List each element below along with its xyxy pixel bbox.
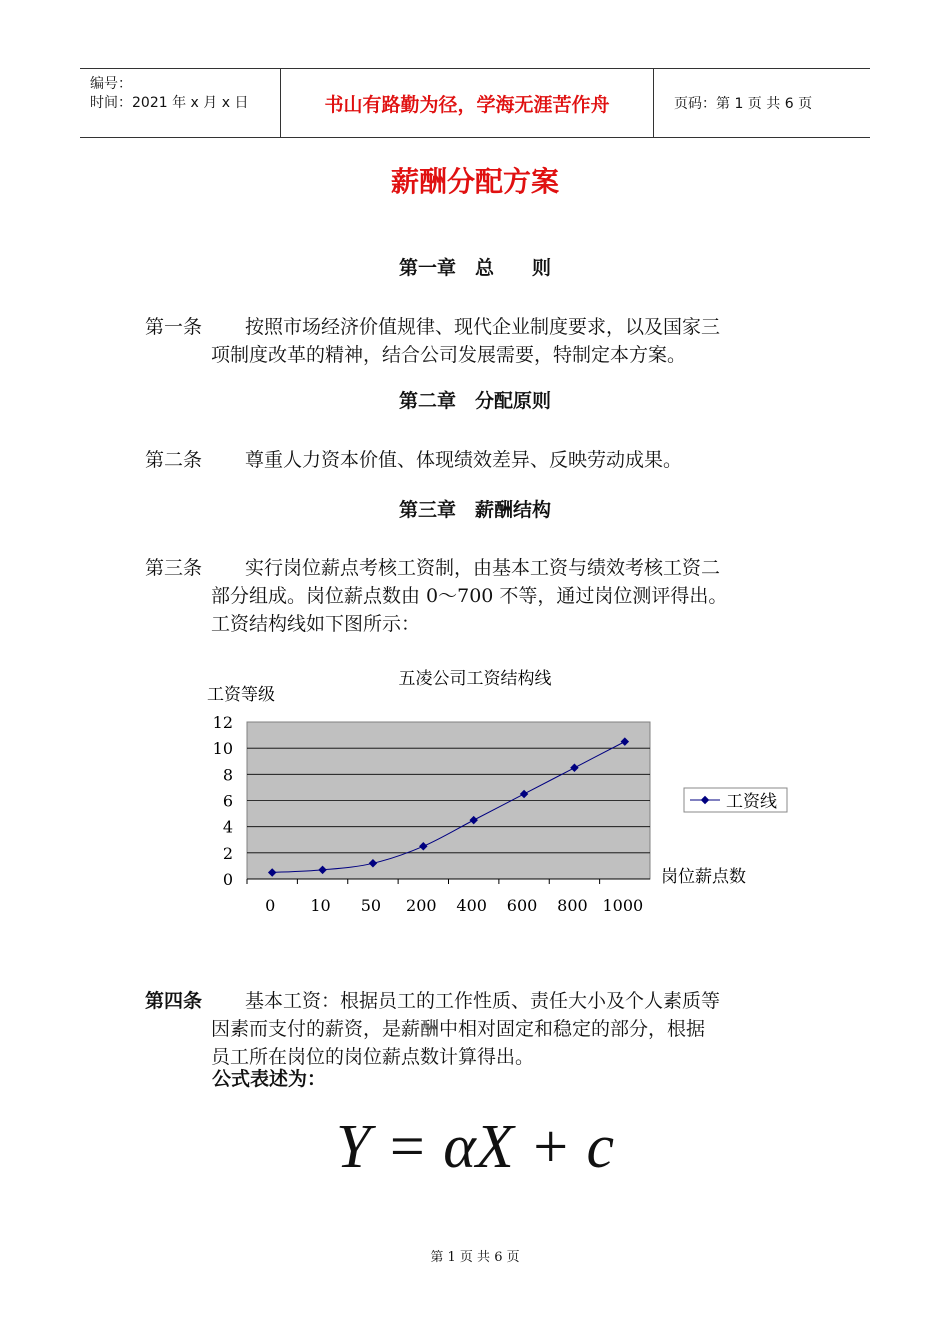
chart-x-axis-label: 岗位薪点数 xyxy=(661,867,746,887)
doc-date-label: 时间：2021 年 x 月 x 日 xyxy=(90,95,249,111)
header-page-info xyxy=(664,69,870,137)
x-tick-label: 10 xyxy=(310,896,331,915)
y-tick-label: 12 xyxy=(212,713,233,732)
article-number: 第二条 xyxy=(145,449,203,471)
y-tick-label: 10 xyxy=(212,739,233,759)
chapter-heading: 第一章 总 则 xyxy=(398,257,551,279)
article-line: 工资结构线如下图所示： xyxy=(211,613,421,635)
x-tick-label: 1000 xyxy=(602,896,644,915)
header-meta-cell xyxy=(80,69,281,137)
article-number: 第三条 xyxy=(145,557,203,579)
header-table xyxy=(80,68,870,138)
chart-title: 五凌公司工资结构线 xyxy=(398,669,552,689)
y-tick-label: 6 xyxy=(222,791,233,811)
y-tick-label: 2 xyxy=(222,843,233,863)
article-number: 第四条 xyxy=(145,990,203,1012)
chapter-heading: 第二章 分配原则 xyxy=(398,390,551,412)
y-tick-label: 8 xyxy=(222,765,233,785)
x-tick-label: 50 xyxy=(360,896,382,915)
legend-series-label: 工资线 xyxy=(726,792,777,812)
chart-legend xyxy=(684,788,787,812)
article-number: 第一条 xyxy=(145,316,203,338)
x-tick-label: 600 xyxy=(506,896,538,915)
chart-svg xyxy=(195,660,795,930)
article-line: 部分组成。岗位薪点数由 0～700 不等，通过岗位测评得出。 xyxy=(211,585,728,607)
article-line: 按照市场经济价值规律、现代企业制度要求，以及国家三 xyxy=(245,316,721,338)
x-tick-label: 800 xyxy=(557,896,588,915)
doc-number-label: 编号： xyxy=(90,76,132,92)
salary-structure-chart xyxy=(195,660,795,930)
header-motto: 书山有路勤为径，学海无涯苦作舟 xyxy=(281,69,654,137)
formula-label: 公式表述为： xyxy=(212,1068,327,1090)
article-line: 项制度改革的精神，结合公司发展需要，特制定本方案。 xyxy=(211,344,687,366)
x-tick-label: 200 xyxy=(406,896,437,915)
article-line: 实行岗位薪点考核工资制，由基本工资与绩效考核工资二 xyxy=(245,557,721,579)
page-footer: 第 1 页 共 6 页 xyxy=(430,1250,520,1265)
article-line: 基本工资：根据员工的工作性质、责任大小及个人素质等 xyxy=(245,990,721,1012)
article-4 xyxy=(145,987,805,1071)
article-1 xyxy=(145,313,805,369)
page-info-text: 页码：第 1 页 共 6 页 xyxy=(674,96,813,112)
y-tick-label: 4 xyxy=(222,817,233,837)
chart-plot-area xyxy=(213,713,650,915)
chart-y-axis-label: 工资等级 xyxy=(207,685,275,705)
chapter-heading: 第三章 薪酬结构 xyxy=(398,499,551,521)
document-title: 薪酬分配方案 xyxy=(390,165,559,198)
y-tick-label: 0 xyxy=(222,870,233,889)
x-tick-label: 400 xyxy=(456,896,487,915)
article-line: 尊重人力资本价值、体现绩效差异、反映劳动成果。 xyxy=(245,449,683,471)
x-tick-label: 0 xyxy=(265,896,276,915)
article-3 xyxy=(145,554,805,638)
article-line: 员工所在岗位的岗位薪点数计算得出。 xyxy=(211,1046,535,1068)
article-line: 因素而支付的薪资，是薪酬中相对固定和稳定的部分，根据 xyxy=(211,1018,706,1040)
salary-formula: Y = αX + c xyxy=(335,1113,615,1181)
article-2 xyxy=(145,446,805,474)
